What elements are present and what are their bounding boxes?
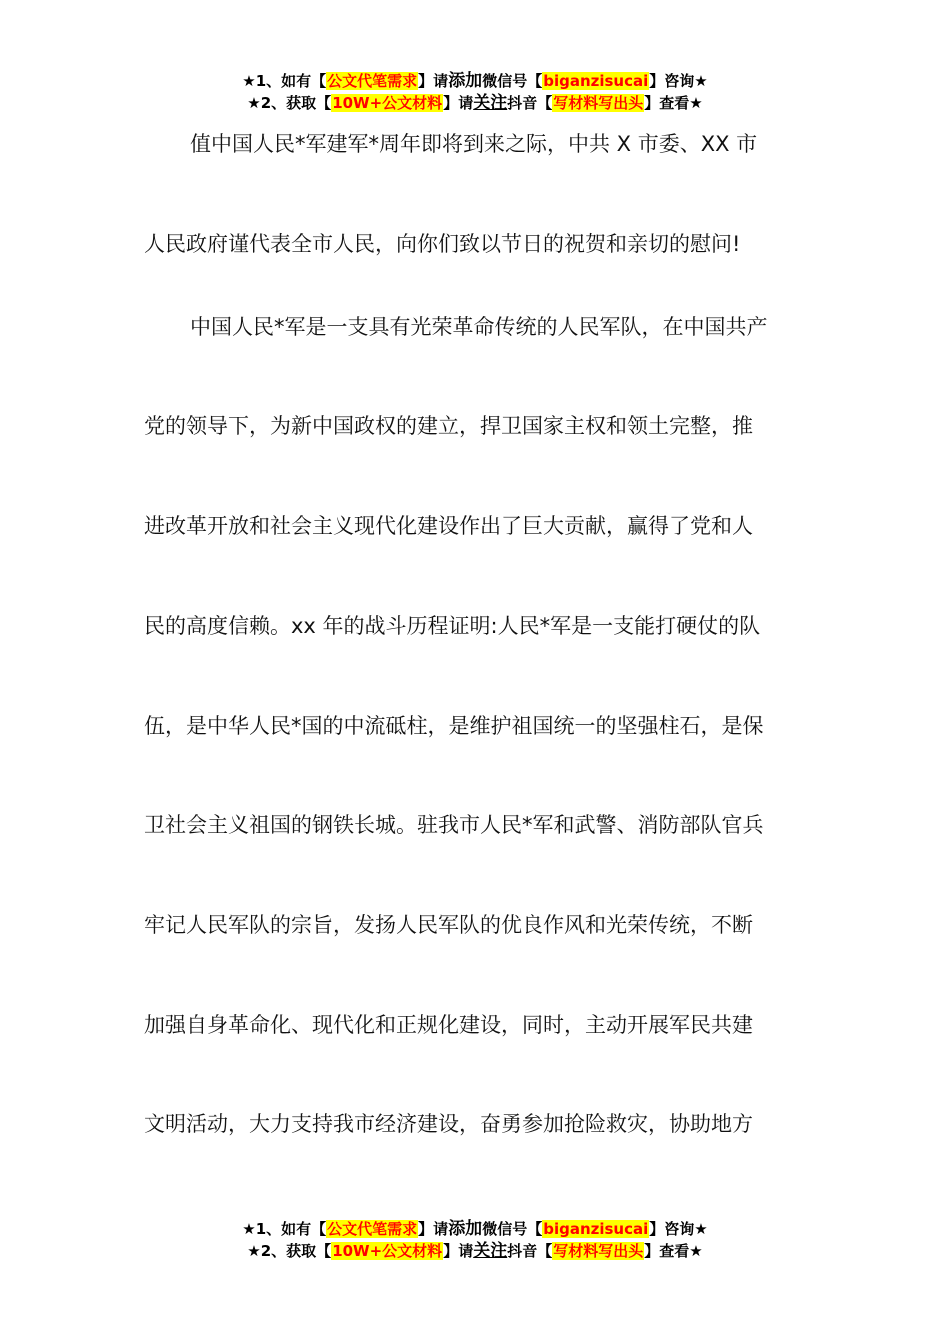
banner-text: 】请 (418, 72, 449, 90)
highlight-materials: 10W+公文材料 (332, 1242, 443, 1260)
banner-text: ★1、如有【 (242, 72, 327, 90)
banner-text: 】请 (443, 94, 474, 112)
highlight-service: 公文代笔需求 (327, 1220, 418, 1238)
banner-emphasis: 关注 (473, 93, 508, 113)
banner-line-1 (0, 1218, 950, 1240)
body-line-8: 卫社会主义祖国的钢铁长城。驻我市人民*军和武警、消防部队官兵 (144, 813, 764, 837)
body-line-11: 文明活动，大力支持我市经济建设，奋勇参加抢险救灾，协助地方 (144, 1112, 753, 1136)
body-line-3: 中国人民*军是一支具有光荣革命传统的人民军队，在中国共产 (190, 315, 768, 339)
highlight-douyin-account: 写材料写出头 (553, 94, 644, 112)
banner-text: 微信号【 (482, 1220, 543, 1238)
body-line-10: 加强自身革命化、现代化和正规化建设，同时，主动开展军民共建 (144, 1013, 753, 1037)
banner-line-2 (0, 1240, 950, 1262)
body-line-4: 党的领导下，为新中国政权的建立，捍卫国家主权和领土完整，推 (144, 414, 753, 438)
banner-text: 】查看★ (644, 1242, 703, 1260)
banner-text: 】查看★ (644, 94, 703, 112)
body-line-5: 进改革开放和社会主义现代化建设作出了巨大贡献，赢得了党和人 (144, 514, 753, 538)
footer-banner (0, 1218, 950, 1262)
banner-line-1 (0, 70, 950, 92)
body-line-1: 值中国人民*军建军*周年即将到来之际，中共 X 市委、XX 市 (190, 132, 758, 156)
highlight-wechat-id: biganzisucai (543, 1220, 649, 1238)
highlight-materials: 10W+公文材料 (332, 94, 443, 112)
banner-text: 】请 (418, 1220, 449, 1238)
banner-emphasis: 添加 (448, 1219, 483, 1239)
banner-text: 】咨询★ (649, 72, 708, 90)
banner-line-2 (0, 92, 950, 114)
body-line-9: 牢记人民军队的宗旨，发扬人民军队的优良作风和光荣传统，不断 (144, 913, 753, 937)
banner-text: 】咨询★ (649, 1220, 708, 1238)
banner-emphasis: 关注 (473, 1241, 508, 1261)
header-banner (0, 70, 950, 114)
body-line-7: 伍，是中华人民*国的中流砥柱，是维护祖国统一的坚强柱石，是保 (144, 714, 764, 738)
banner-emphasis: 添加 (448, 71, 483, 91)
banner-text: ★1、如有【 (242, 1220, 327, 1238)
body-line-6: 民的高度信赖。xx 年的战斗历程证明:人民*军是一支能打硬仗的队 (144, 614, 761, 638)
banner-text: 抖音【 (507, 1242, 553, 1260)
body-line-2: 人民政府谨代表全市人民，向你们致以节日的祝贺和亲切的慰问! (144, 232, 741, 256)
banner-text: 微信号【 (482, 72, 543, 90)
banner-text: 】请 (443, 1242, 474, 1260)
banner-text: 抖音【 (507, 94, 553, 112)
highlight-service: 公文代笔需求 (327, 72, 418, 90)
banner-text: ★2、获取【 (247, 94, 332, 112)
highlight-wechat-id: biganzisucai (543, 72, 649, 90)
highlight-douyin-account: 写材料写出头 (553, 1242, 644, 1260)
banner-text: ★2、获取【 (247, 1242, 332, 1260)
